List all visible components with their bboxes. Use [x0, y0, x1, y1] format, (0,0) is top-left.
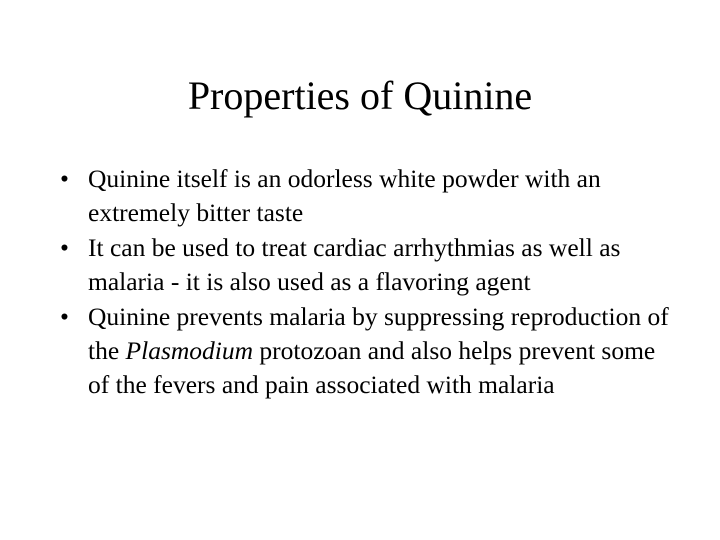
bullet-text-part: Quinine prevents malaria by suppressing reproduction of the	[88, 302, 669, 365]
bullet-marker: •	[60, 302, 69, 331]
bullet-list	[60, 162, 680, 403]
bullet-text-italic: Plasmodium	[125, 336, 254, 365]
bullet-text-part: protozoan and also helps prevent some of the fevers and pain associated with malaria	[88, 336, 656, 399]
bullet-marker: •	[60, 233, 69, 262]
bullet-text	[88, 302, 669, 399]
bullet-text: It can be used to treat cardiac arrhythmias as well as malaria - it is also used as a flavoring agent	[88, 233, 621, 296]
bullet-marker: •	[60, 164, 69, 193]
bullet-item	[60, 231, 680, 299]
slide-title: Properties of Quinine	[187, 73, 533, 118]
bullet-text: Quinine itself is an odorless white powder with an extremely bitter taste	[88, 164, 601, 227]
bullet-item	[60, 162, 680, 230]
bullet-item	[60, 300, 680, 402]
